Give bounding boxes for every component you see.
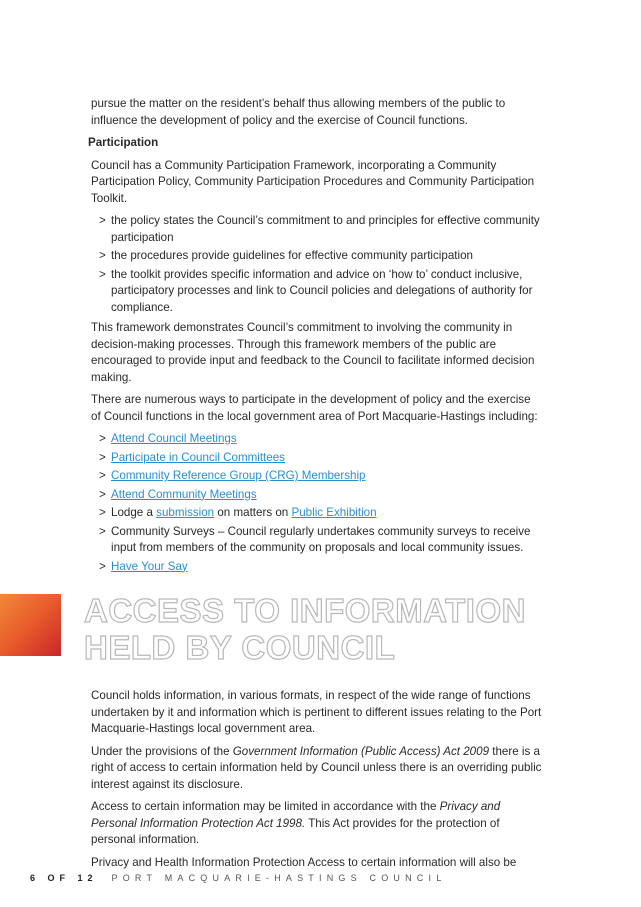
crg-membership-link[interactable]: Community Reference Group (CRG) Membership: [111, 469, 366, 482]
bullet-marker: >: [99, 267, 106, 281]
access-information-column: [91, 688, 543, 877]
community-meetings-link[interactable]: Attend Community Meetings: [111, 487, 257, 501]
list-item: [91, 431, 543, 448]
council-committees-link[interactable]: Participate in Council Committees: [111, 450, 285, 464]
bullet-marker: >: [99, 524, 106, 538]
section-title: ACCESS TO INFORMATION HELD BY COUNCIL: [84, 592, 526, 666]
participation-paragraph-3: There are numerous ways to participate in the development of policy and the exercise of Council functions in the local government area of Port Macquarie-Hastings including:: [91, 393, 538, 423]
framework-list: [91, 213, 543, 316]
bullet-marker: >: [99, 559, 106, 573]
participation-column: [88, 96, 543, 579]
attend-council-meetings-link[interactable]: Attend Council Meetings: [111, 432, 237, 445]
list-item: [91, 468, 543, 485]
list-item: [91, 450, 543, 467]
list-item: > the toolkit provides specific information and advice on ‘how to’ conduct inclusive, participatory processes and link to Council policies and delegations of authority for compliance.: [99, 267, 533, 314]
list-item: > the policy states the Council’s commitment to and principles for effective community participation: [99, 214, 540, 244]
access-paragraph-2: Under the provisions of the Government Information (Public Access) Act 2009 there is a right of access to certain information held by Council unless there is an overriding public interest against its disclosure.: [91, 744, 542, 791]
participation-paragraph-2: This framework demonstrates Council’s commitment to involving the community in decision-making processes. Through this framework members of the public are encouraged to provide input and feedback to the Council to facilitate informed decision making.: [91, 321, 535, 384]
bullet-marker: >: [99, 450, 106, 464]
intro-paragraph: pursue the matter on the resident’s behalf thus allowing members of the public to influence the development of policy and the exercise of Council functions.: [91, 97, 506, 127]
section-accent-bar: [0, 594, 61, 656]
list-item: > the procedures provide guidelines for effective community participation: [91, 248, 543, 265]
bullet-marker: >: [99, 487, 106, 501]
participation-ways-list: [91, 431, 543, 575]
bullet-marker: >: [99, 249, 106, 262]
bullet-marker: >: [99, 469, 106, 482]
participation-paragraph-1: Council has a Community Participation Framework, incorporating a Community Participation Policy, Community Participation Procedures and Community Participation Toolkit.: [91, 158, 535, 205]
list-item: [91, 559, 543, 576]
public-exhibition-link[interactable]: Public Exhibition: [291, 506, 377, 519]
list-item: [91, 487, 543, 504]
access-paragraph-4: Privacy and Health Information Protection Access to certain information will also be: [91, 855, 517, 869]
access-paragraph-1: Council holds information, in various formats, in respect of the wide range of functions undertaken by it and information which is pertinent to different issues relating to the Port Macquarie-Hastings local government area.: [91, 689, 542, 735]
submission-link[interactable]: submission: [156, 506, 215, 519]
list-item: > Lodge a submission on matters on Public Exhibition: [91, 505, 543, 522]
footer-organisation: PORT MACQUARIE-HASTINGS COUNCIL: [111, 873, 447, 883]
bullet-marker: >: [99, 432, 106, 445]
bullet-marker: >: [99, 214, 106, 227]
have-your-say-link[interactable]: Have Your Say: [111, 559, 188, 573]
list-item: > Community Surveys – Council regularly undertakes community surveys to receive input from members of the community on proposals and local community issues.: [99, 524, 531, 554]
access-paragraph-3: Access to certain information may be limited in accordance with the Privacy and Personal Information Protection Act 1998. This Act provides for the protection of personal information.: [91, 800, 501, 846]
page-footer: [30, 873, 446, 883]
bullet-marker: >: [99, 506, 106, 519]
participation-heading: Participation: [88, 136, 159, 149]
page-number: 6 OF 12: [30, 873, 98, 883]
